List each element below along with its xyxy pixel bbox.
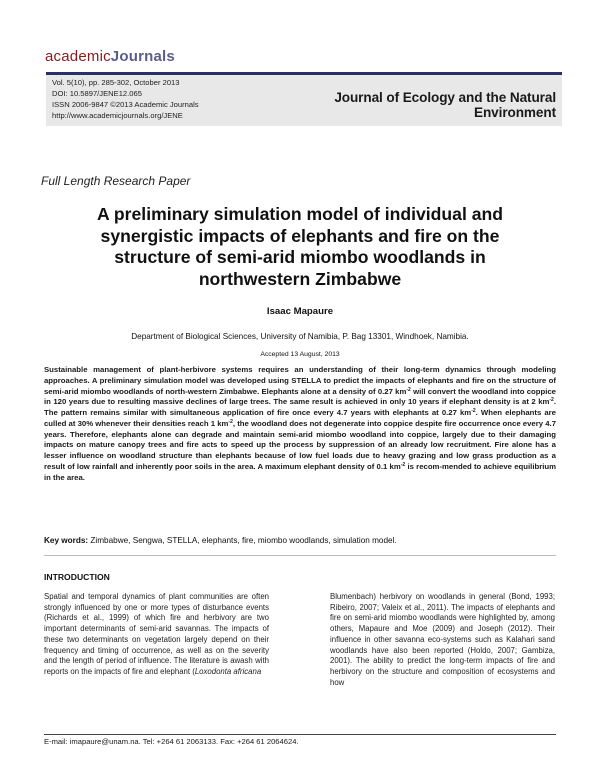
- abstract-text-2: will convert the woodland into coppice in 120 years due to resulting massive declines of large trees. The same result is achieved in only 10 years if elephant density is at 2 km: [44, 386, 556, 407]
- contact-footer: E-mail: imapaure@unam.na. Tel: +264 61 2063133. Fax: +264 61 2064624.: [44, 734, 556, 746]
- abstract-sup-1: -2: [406, 386, 411, 393]
- abstract-sup-5: -2: [400, 461, 406, 468]
- volume-line: Vol. 5(10), pp. 285-302, October 2013: [52, 78, 180, 87]
- issn-line: ISSN 2006-9847 ©2013 Academic Journals: [52, 100, 199, 109]
- abstract: [44, 365, 556, 483]
- abstract-text-4: . When elephants are culled at 30% whenever their densities reach 1 km: [44, 408, 556, 428]
- publisher-logo: [45, 48, 175, 65]
- logo-part-academic: academic: [45, 48, 111, 65]
- abstract-sup-3: -2: [471, 408, 476, 414]
- article-type: Full Length Research Paper: [41, 174, 191, 188]
- abstract-sup-2: -2: [549, 397, 554, 404]
- intro-right-text: Blumenbach) herbivory on woodlands in general (Bond, 1993; Ribeiro, 2007; Valeix et al., 2011). The impacts of elephants and fire on semi-arid miombo woodlands were highlighted by, among others, Mapaure and Moe (2009) and Joseph (2012). Their influence in other savanna eco-systems such as Kalahari sand woodlands have also been reported (Holdo, 2007; Gambiza, 2001). The ability to predict the long-term impacts of fire and herbivory on the structure and composition of ecosystems and how: [330, 592, 555, 687]
- introduction-column-left: [44, 592, 269, 678]
- introduction-column-right: [330, 592, 555, 688]
- keywords: [44, 536, 556, 556]
- journal-banner: [46, 72, 562, 126]
- doi-line: DOI: 10.5897/JENE12.065: [52, 89, 142, 98]
- accepted-date: Accepted 13 August, 2013: [260, 351, 340, 358]
- keywords-text: Zimbabwe, Sengwa, STELLA, elephants, fire, miombo woodlands, simulation model.: [88, 536, 397, 545]
- logo-part-journals: Journals: [110, 48, 175, 65]
- abstract-text-6: is recom-mended to achieve equilibrium in the area.: [44, 461, 556, 482]
- abstract-text-3: . The pattern remains similar with simultaneous application of fire once every 4.7 years with elephants at 0.27 km: [44, 397, 556, 417]
- author-name: Isaac Mapaure: [266, 306, 334, 317]
- abstract-text-5: , the woodland does not degenerate into coppice despite fire occurrence once every 4.7 years. Therefore, elephants alone can degrade and maintain semi-arid miombo woodland into coppice, largely due to their damaging impacts on mature canopy trees and fire acts to speed up the process by suppression of an already low recruitment. Fire alone has a lesser influence on woodland structure than elephants because of low fuel loads due to heavy grazing and low grass production as a result of low rainfall and inherently poor soils in the area. A maximum elephant density of 0.1 km: [44, 418, 556, 471]
- abstract-sup-4: -2: [228, 418, 233, 425]
- author-affiliation: Department of Biological Sciences, University of Namibia, P. Bag 13301, Windhoek, Namibia.: [131, 332, 469, 341]
- article-title: A preliminary simulation model of individual and synergistic impacts of elephants and fire on the structure of semi-arid miombo woodlands in northwestern Zimbabwe: [96, 204, 503, 289]
- journal-title: Journal of Ecology and the Natural Environment: [334, 90, 556, 120]
- keywords-label: Key words:: [44, 536, 89, 545]
- species-name: Loxodonta africana: [194, 666, 262, 676]
- intro-left-text: Spatial and temporal dynamics of plant communities are often strongly influenced by one or more types of disturbance events (Richards et al., 1999) of which fire and herbivory are two important determinants of semi-arid savannas. The impacts of these two determinants on vegetation largely depend on their frequency and timing of occurrence, as well as on the severity and the length of period of influence. The literature is awash with reports on the impacts of fire and elephant (: [44, 592, 269, 676]
- url-line[interactable]: http://www.academicjournals.org/JENE: [52, 111, 183, 120]
- section-heading-introduction: INTRODUCTION: [44, 572, 110, 582]
- abstract-text-1: Sustainable management of plant-herbivore systems requires an understanding of their long-term dynamics through modeling approaches. A preliminary simulation model was developed using STELLA to predict the impacts of elephants and fire on the structure of semi-arid miombo woodlands of north-western Zimbabwe. Elephants alone at a density of 0.27 km: [44, 365, 556, 396]
- journal-meta: [52, 77, 262, 121]
